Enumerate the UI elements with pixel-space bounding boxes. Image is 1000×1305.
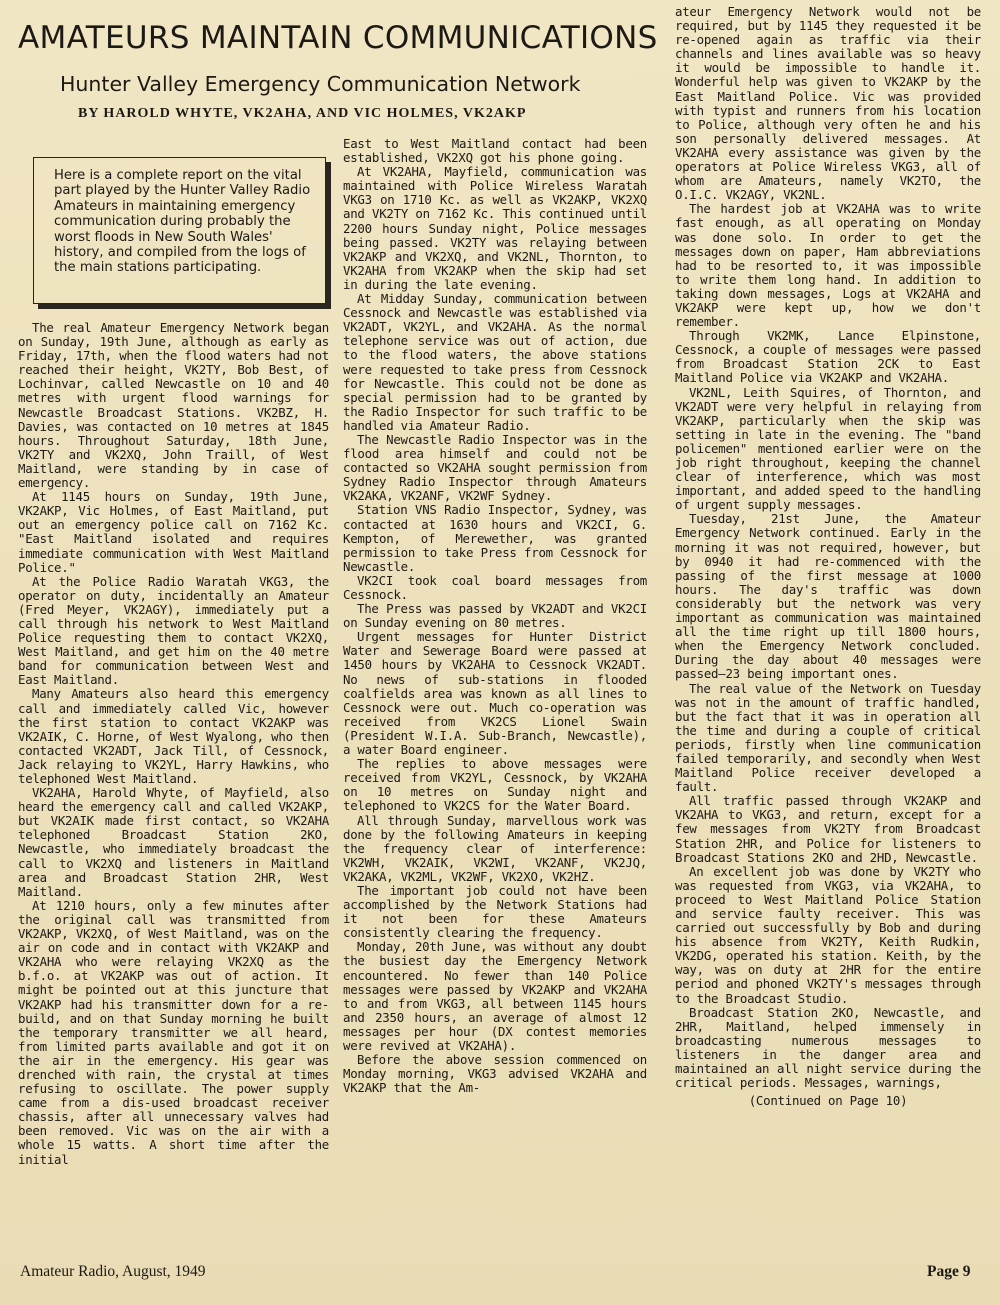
paragraph: East to West Maitland contact had been established, VK2XQ got his phone going.: [343, 136, 647, 166]
article-subtitle: Hunter Valley Emergency Communication Network: [60, 72, 581, 96]
article-title: AMATEURS MAINTAIN COMMUNICATIONS: [18, 20, 658, 56]
paragraph: VK2NL, Leith Squires, of Thornton, and VK2ADT were very helpful in relaying from VK2AKP, particularly when the skip was setting in late in the evening. The "band policemen" mentioned earlier were on the job right throughout, keeping the channel clear of interference, which was most important, and added speed to the handling of urgent supply messages.: [675, 384, 981, 513]
paragraph: At the Police Radio Waratah VKG3, the operator on duty, incidentally an Amateur (Fred Meyer, VK2AGY), immediately put a call through his network to West Maitland Police requesting them to contact VK2XQ, West Maitland, and get him on the 40 metre band for communication between West and East Maitland.: [18, 573, 329, 688]
intro-box: [33, 157, 326, 304]
paragraph: The important job could not have been accomplished by the Network Stations had it not been for these Amateurs consistently clearing the frequency.: [343, 882, 647, 941]
paragraph: The Press was passed by VK2ADT and VK2CI on Sunday evening on 80 metres.: [343, 601, 647, 631]
paragraph: The replies to above messages were received from VK2YL, Cessnock, by VK2AHA on 10 metres on Sunday night and telephoned to VK2CS for the Water Board.: [343, 756, 647, 814]
paragraph: VK2AHA, Harold Whyte, of Mayfield, also heard the emergency call and called VK2AKP, but VK2AIK made first contact, so VK2AHA telephoned Broadcast Station 2KO, Newcastle, who immediately broadcast the call to VK2XQ and listeners in Maitland area and Broadcast Station 2HR, West Maitland.: [18, 785, 329, 899]
paragraph: Broadcast Station 2KO, Newcastle, and 2HR, Maitland, helped immensely in broadcasting numerous messages to listeners in the danger area and maintained an all night service during the critical periods. Messages, warnings,: [675, 1004, 981, 1091]
paragraph: At 1145 hours on Sunday, 19th June, VK2AKP, Vic Holmes, of East Maitland, put out an emergency police call on 7162 Kc. "East Maitland isolated and requires immediate communication with West Maitland Police.": [18, 489, 329, 575]
paragraph: The real Amateur Emergency Network began on Sunday, 19th June, although as early as Friday, 17th, when the flood waters had not reached their height, VK2TY, Bob Best, of Lochinvar, called Newcastle on 10 and 40 metres with urgent flood warnings for Newcastle Broadcast Stations. VK2BZ, H. Davies, was contacted on 10 metres at 1845 hours. Throughout Saturday, 18th June, VK2TY and VK2XQ, John Traill, of West Maitland, were standing by in case of emergency.: [18, 320, 329, 491]
paragraph: At 1210 hours, only a few minutes after the original call was transmitted from VK2AKP, VK2XQ, of West Maitland, was on the air on code and in contact with VK2AKP and VK2AHA who were relaying VK2XQ as the b.f.o. at VK2AKP was out of action. It might be pointed out at this juncture that VK2AKP had his transmitter down for a re-build, and on that Sunday morning he built the temporary transmitter we all heard, from limited parts available and got it on the air in the emergency. His gear was drenched with rain, the crystal at times refusing to oscillate. The power supply came from a dis-used broadcast receiver chassis, after all unnecessary valves had been removed. Vic was on the air with a whole 15 watts. A short time after the initial: [18, 897, 329, 1167]
article-byline: BY HAROLD WHYTE, VK2AHA, AND VIC HOLMES, VK2AKP: [78, 106, 527, 121]
paragraph: The Newcastle Radio Inspector was in the flood area himself and could not be contacted so VK2AHA sought permission from Sydney Radio Inspector through Amateurs VK2AKA, VK2ANF, VK2WF Sydney.: [343, 431, 647, 504]
paragraph: All through Sunday, marvellous work was done by the following Amateurs in keeping the frequency clear of interference: VK2WH, VK2AIK, VK2WI, VK2ANF, VK2JQ, VK2AKA, VK2ML, VK2WF, VK2XO, VK2HZ.: [343, 812, 647, 884]
column-3: [675, 5, 981, 1108]
paragraph: Station VNS Radio Inspector, Sydney, was contacted at 1630 hours and VK2CI, G. Kempton, of Merewether, was granted permission to take Press from Cessnock for Newcastle.: [343, 502, 647, 574]
paragraph: At VK2AHA, Mayfield, communication was maintained with Police Wireless Waratah VKG3 on 1710 Kc. as well as VK2AKP, VK2XQ and VK2TY on 7162 Kc. This continued until 2200 hours Sunday night, Police messages being passed. VK2TY was relaying between VK2AKP and VK2XQ, and VK2NL, Thornton, to VK2AHA from VK2AKP when the skip had set in during the late evening.: [343, 164, 647, 292]
intro-text: Here is a complete report on the vital part played by the Hunter Valley Radio Amateurs in maintaining emergency communication during probably the worst floods in New South Wales' history, and compiled from the logs of the main stations participating.: [54, 168, 311, 276]
paragraph: The real value of the Network on Tuesday was not in the amount of traffic handled, but the fact that it was in operation all the time and during a couple of critical periods, firstly when line communication failed temporarily, and secondly when West Maitland Police receiver developed a fault.: [675, 680, 981, 795]
footer-page-number: Page 9: [927, 1263, 971, 1280]
paragraph: An excellent job was done by VK2TY who was requested from VKG3, via VK2AHA, to proceed to West Maitland Police Station and service faulty receiver. This was carried out successfully by Bob and during his absence from VK2TY, Keith Rudkin, VK2DG, operated his station. Keith, by the way, was on duty at 2HR for the entire period and phoned VK2TY's messages through to the Broadcast Studio.: [675, 863, 981, 1006]
paragraph: ateur Emergency Network would not be required, but by 1145 they requested it be re-opened again as traffic via their channels and lines available was so heavy it would be impossible to handle it. Wonderful help was given to VK2AKP by the East Maitland Police. Vic was provided with typist and runners from his location to Police, although very often he and his son personally delivered messages. At VK2AHA every assistance was given by the operators at Police Wireless VKG3, all of whom are Amateurs, namely VK2TO, the O.I.C. VK2AGY, VK2NL.: [675, 4, 981, 203]
paragraph: The hardest job at VK2AHA was to write fast enough, as all operating on Monday was done solo. In order to get the messages down on paper, Ham abbreviations had to be resorted to, it was impossible to write them long hand. In addition to taking down messages, Logs at VK2AHA and VK2AKP were kept up, how we don't remember.: [675, 201, 981, 330]
footer-publication: Amateur Radio, August, 1949: [20, 1263, 206, 1280]
continued-note: (Continued on Page 10): [748, 1093, 908, 1109]
paragraph: All traffic passed through VK2AKP and VK2AHA to VKG3, and return, except for a few messages from VK2TY from Broadcast Station 2HR, and Police for listeners to Broadcast Stations 2KO and 2HD, Newcastle.: [675, 793, 981, 865]
paragraph: Through VK2MK, Lance Elpinstone, Cessnock, a couple of messages were passed from Broadcast Station 2CK to East Maitland Police via VK2AKP and VK2AHA.: [675, 328, 981, 386]
paragraph: VK2CI took coal board messages from Cessnock.: [343, 572, 647, 602]
column-2: [343, 137, 647, 1095]
paragraph: Monday, 20th June, was without any doubt the busiest day the Emergency Network encountered. No fewer than 140 Police messages were passed by VK2AKP and VK2AHA to and from VKG3, all between 1145 hours and 2350 hours, an average of almost 12 messages per hour (DX contest memories were revived at VK2AHA).: [343, 939, 647, 1053]
paragraph: Tuesday, 21st June, the Amateur Emergency Network continued. Early in the morning it was not required, however, but by 0940 it had re-commenced with the passing of the first message at 1000 hours. The day's traffic was down considerably but the network was very important as communication was maintained all the time right up till 1800 hours, when the Emergency Network concluded. During the day about 40 messages were passed—23 being important ones.: [675, 511, 981, 682]
paragraph: Many Amateurs also heard this emergency call and immediately called Vic, however the first station to contact VK2AKP was VK2AIK, C. Horne, of West Wyalong, who then contacted VK2ADT, Jack Till, of Cessnock, Jack relaying to VK2YL, Harry Hawkins, who telephoned West Maitland.: [18, 686, 329, 786]
column-1: [18, 321, 329, 1167]
paragraph: Before the above session commenced on Monday morning, VKG3 advised VK2AHA and VK2AKP that the Am-: [343, 1052, 647, 1096]
paragraph: At Midday Sunday, communication between Cessnock and Newcastle was established via VK2ADT, VK2YL, and VK2AHA. As the normal telephone service was out of action, due to the flood waters, the above stations were requested to take press from Cessnock for Newcastle. This could not be done as special permission had to be granted by the Radio Inspector for such traffic to be handled via Amateur Radio.: [343, 291, 647, 433]
paragraph: Urgent messages for Hunter District Water and Sewerage Board were passed at 1450 hours by VK2AHA to Cessnock VK2ADT. No news of sub-stations in flooded coalfields area was known as all lines to Cessnock were out. Much co-operation was received from VK2CS Lionel Swain (President W.I.A. Sub-Branch, Newcastle), a water Board engineer.: [343, 629, 647, 758]
